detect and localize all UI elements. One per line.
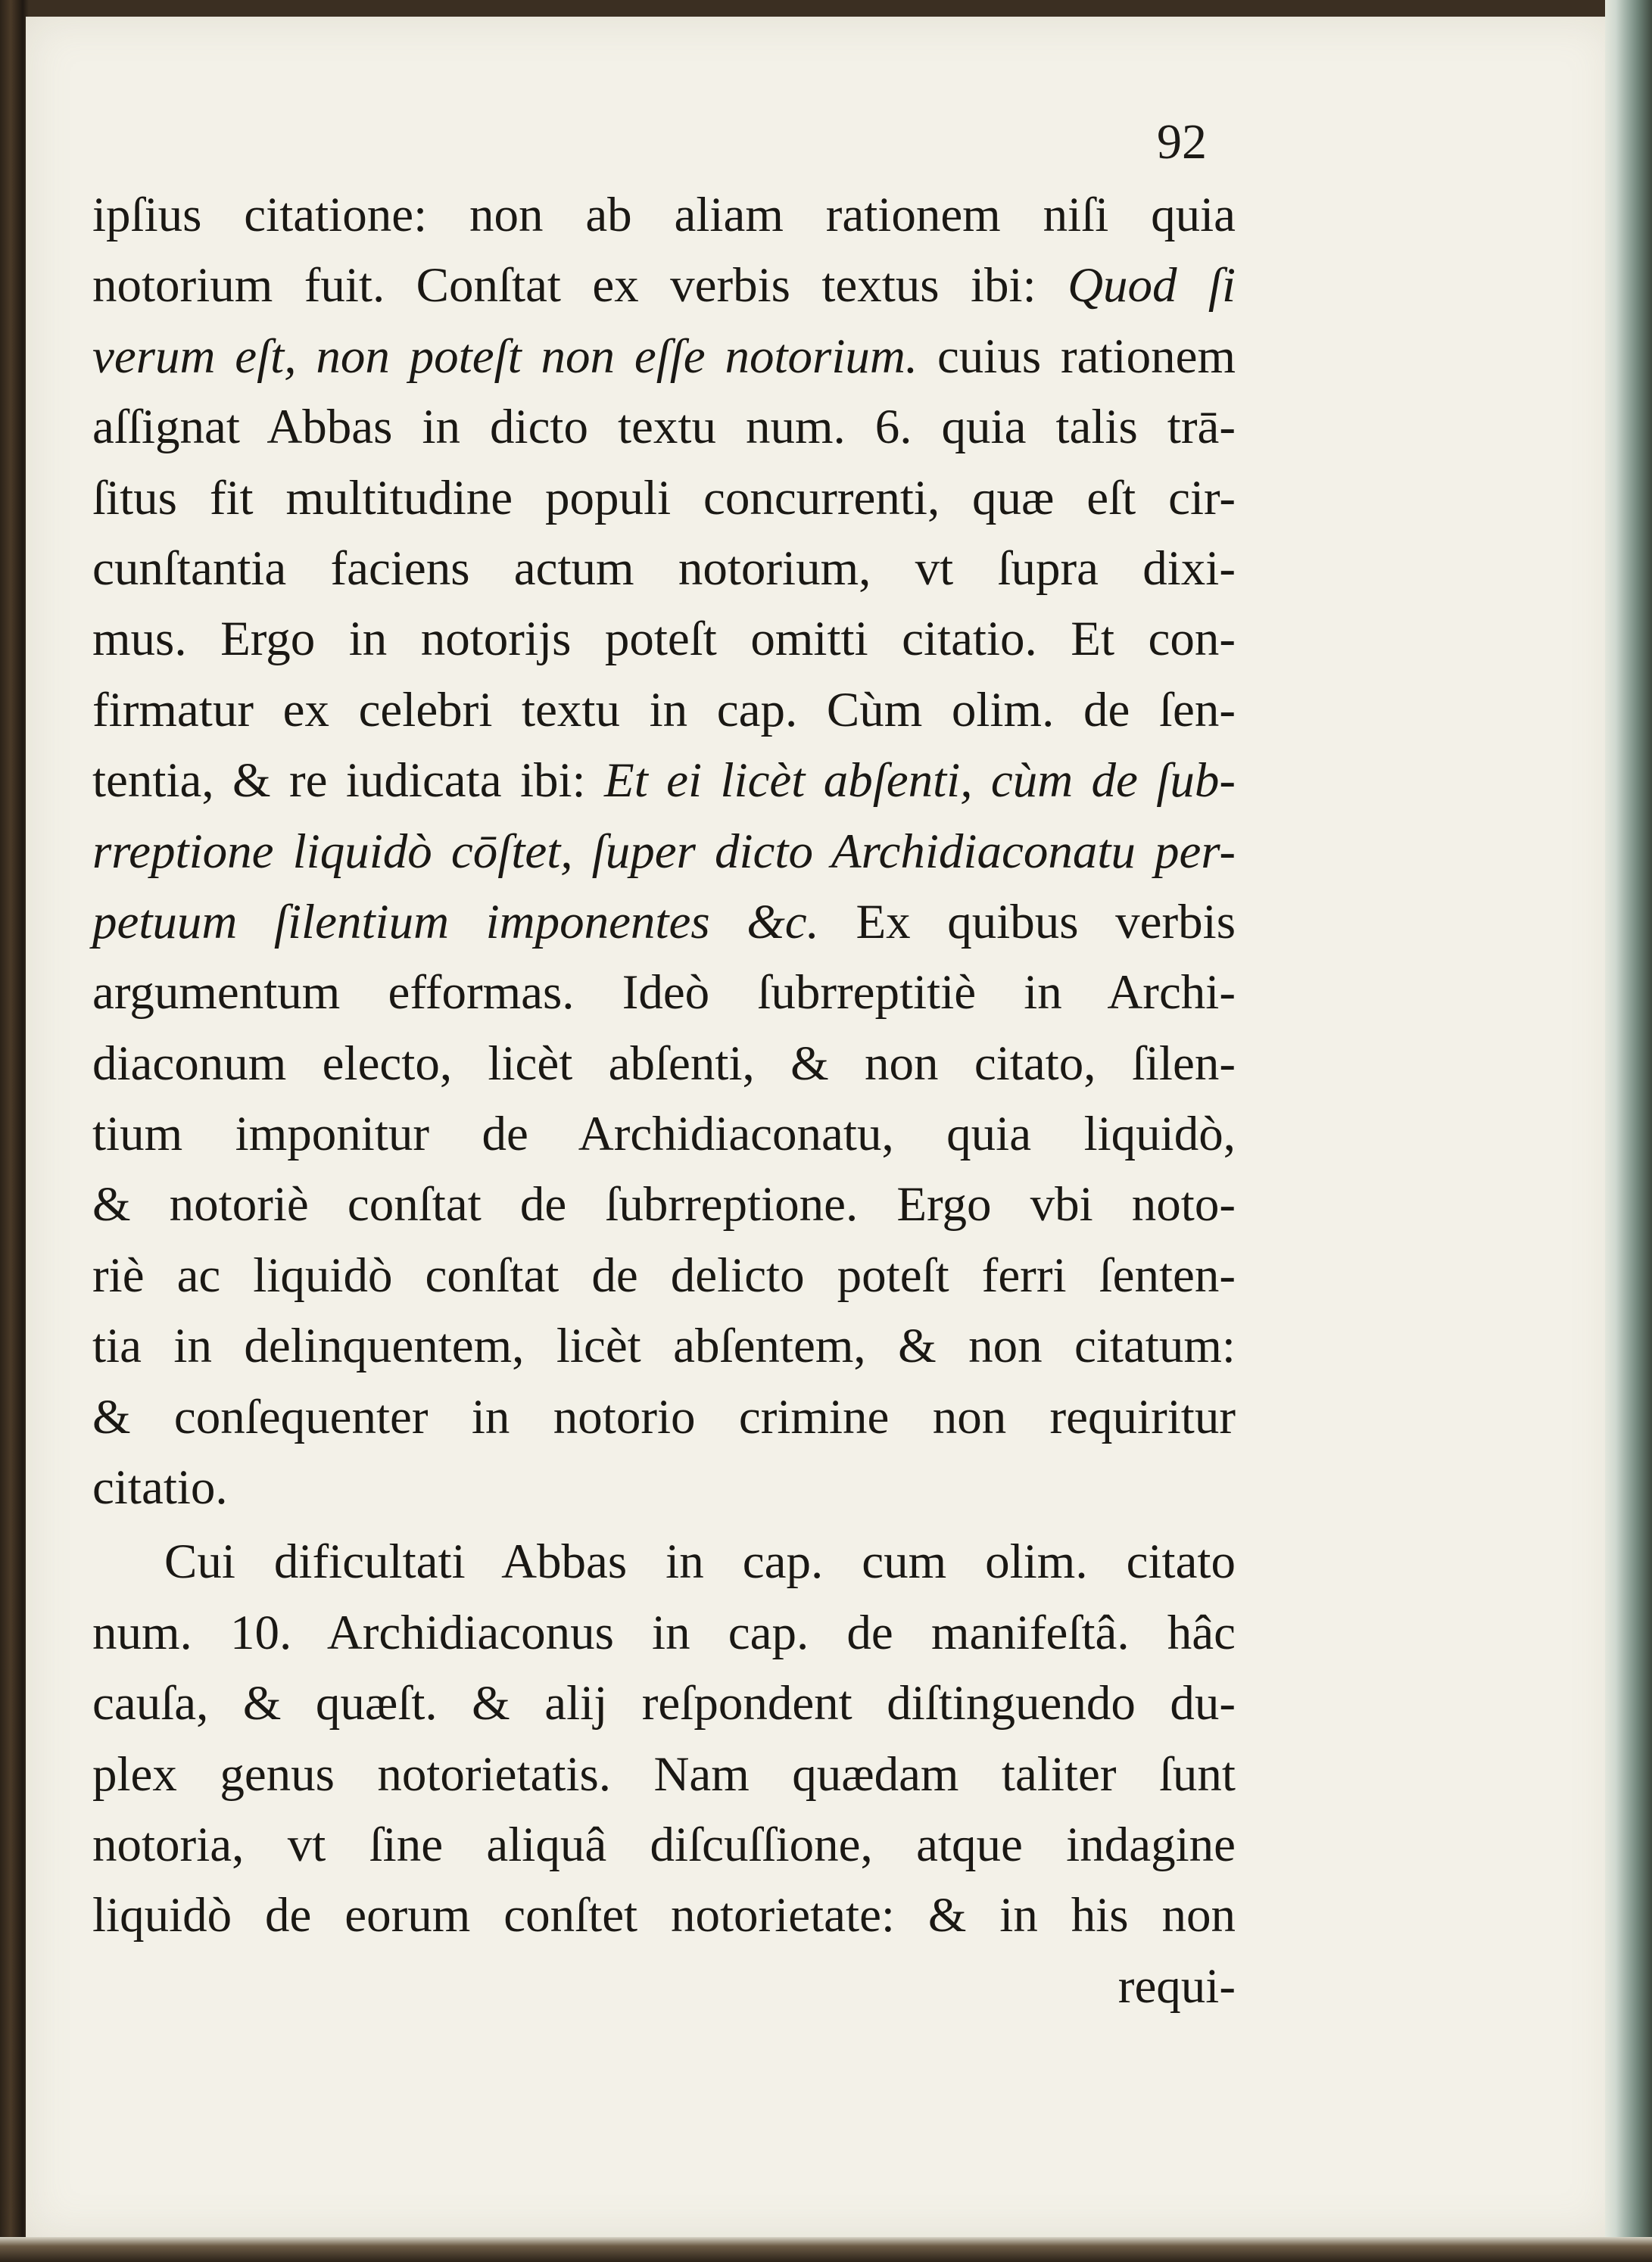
text-segment: Ex quibus verbis: [818, 894, 1236, 949]
body-text: [92, 180, 1236, 2022]
text-segment: Cui dificultati Abbas in cap. cum olim. citato: [164, 1534, 1236, 1590]
text-line: [92, 746, 1236, 816]
text-line: [92, 534, 1236, 604]
text-segment: diaconum electo, licèt abſenti, & non citato, ſilen-: [92, 1036, 1236, 1091]
page-edge-right: [1605, 0, 1652, 2262]
text-line: [92, 1952, 1236, 2022]
text-line: [92, 1029, 1236, 1099]
text-segment: & notoriè conſtat de ſubrreptione. Ergo vbi noto-: [92, 1177, 1236, 1232]
text-segment: citatio.: [92, 1460, 228, 1516]
italic-quote: rreptione liquidò cōſtet, ſuper dicto Archidiaconatu per-: [92, 824, 1236, 879]
text-segment: aſſignat Abbas in dicto textu num. 6. quia talis trā-: [92, 400, 1236, 455]
text-line: [92, 1598, 1236, 1668]
text-line: [92, 1880, 1236, 1951]
text-segment: num. 10. Archidiaconus in cap. de manifeſtâ. hâc: [92, 1605, 1236, 1660]
text-segment: cauſa, & quæſt. & alij reſpondent diſtinguendo du-: [92, 1676, 1236, 1731]
italic-quote: Quod ſi: [1068, 258, 1236, 313]
text-segment: ipſius citatione: non ab aliam rationem niſi quia: [92, 188, 1236, 242]
text-segment: tentia, & re iudicata ibi:: [92, 753, 605, 809]
text-segment: argumentum efformas. Ideò ſubrreptitiè in Archi-: [92, 965, 1236, 1020]
text-line: [92, 958, 1236, 1028]
text-segment: plex genus notorietatis. Nam quædam taliter ſunt: [92, 1746, 1236, 1802]
text-line: [92, 1740, 1236, 1810]
page-edge-bottom: [0, 2237, 1652, 2262]
text-line: [92, 1382, 1236, 1453]
text-segment: mus. Ergo in notorijs poteſt omitti citatio. Et con-: [92, 612, 1236, 667]
text-line: [92, 1170, 1236, 1240]
text-line: [92, 604, 1236, 675]
text-segment: cuius rationem: [918, 329, 1236, 384]
text-segment: liquidò de eorum conſtet notorietate: & in his non: [92, 1888, 1236, 1943]
text-segment: ſitus fit multitudine populi concurrenti, quæ eſt cir-: [92, 470, 1236, 525]
text-segment: notorium fuit. Conſtat ex verbis textus ibi:: [92, 258, 1068, 313]
text-segment: tia in delinquentem, licèt abſentem, & non citatum:: [92, 1319, 1236, 1374]
text-line: [92, 1311, 1236, 1382]
text-segment: riè ac liquidò conſtat de delicto poteſt ferri ſenten-: [92, 1248, 1236, 1303]
text-line: [92, 392, 1236, 463]
text-line: [92, 322, 1236, 392]
italic-quote: Et ei licèt abſenti, cùm de ſub-: [604, 753, 1236, 809]
text-segment: notoria, vt ſine aliquâ diſcuſſione, atque indagine: [92, 1817, 1236, 1872]
text-line: [92, 463, 1236, 534]
paragraph: [92, 1527, 1236, 2022]
page-number: 92: [1157, 114, 1207, 170]
text-line: [92, 1810, 1236, 1880]
text-segment: cunſtantia faciens actum notorium, vt ſupra dixi-: [92, 541, 1236, 596]
text-line: [92, 1453, 1236, 1523]
text-segment: & conſequenter in notorio crimine non requiritur: [92, 1389, 1236, 1444]
italic-quote: verum eſt, non poteſt non eſſe notorium.: [92, 329, 918, 384]
text-segment: firmatur ex celebri textu in cap. Cùm olim. de ſen-: [92, 682, 1236, 737]
text-line: [92, 817, 1236, 887]
text-line: [92, 1241, 1236, 1311]
italic-quote: petuum ſilentium imponentes &c.: [92, 894, 819, 949]
text-line: [92, 1527, 1236, 1597]
paragraph: [92, 180, 1236, 1523]
text-line: [92, 675, 1236, 746]
text-line: [92, 180, 1236, 251]
text-line: [92, 1099, 1236, 1170]
text-segment: tium imponitur de Archidiaconatu, quia liquidò,: [92, 1107, 1236, 1162]
text-line: [92, 1668, 1236, 1739]
text-line: [92, 887, 1236, 958]
text-segment: requi-: [1117, 1958, 1236, 2014]
text-line: [92, 251, 1236, 321]
